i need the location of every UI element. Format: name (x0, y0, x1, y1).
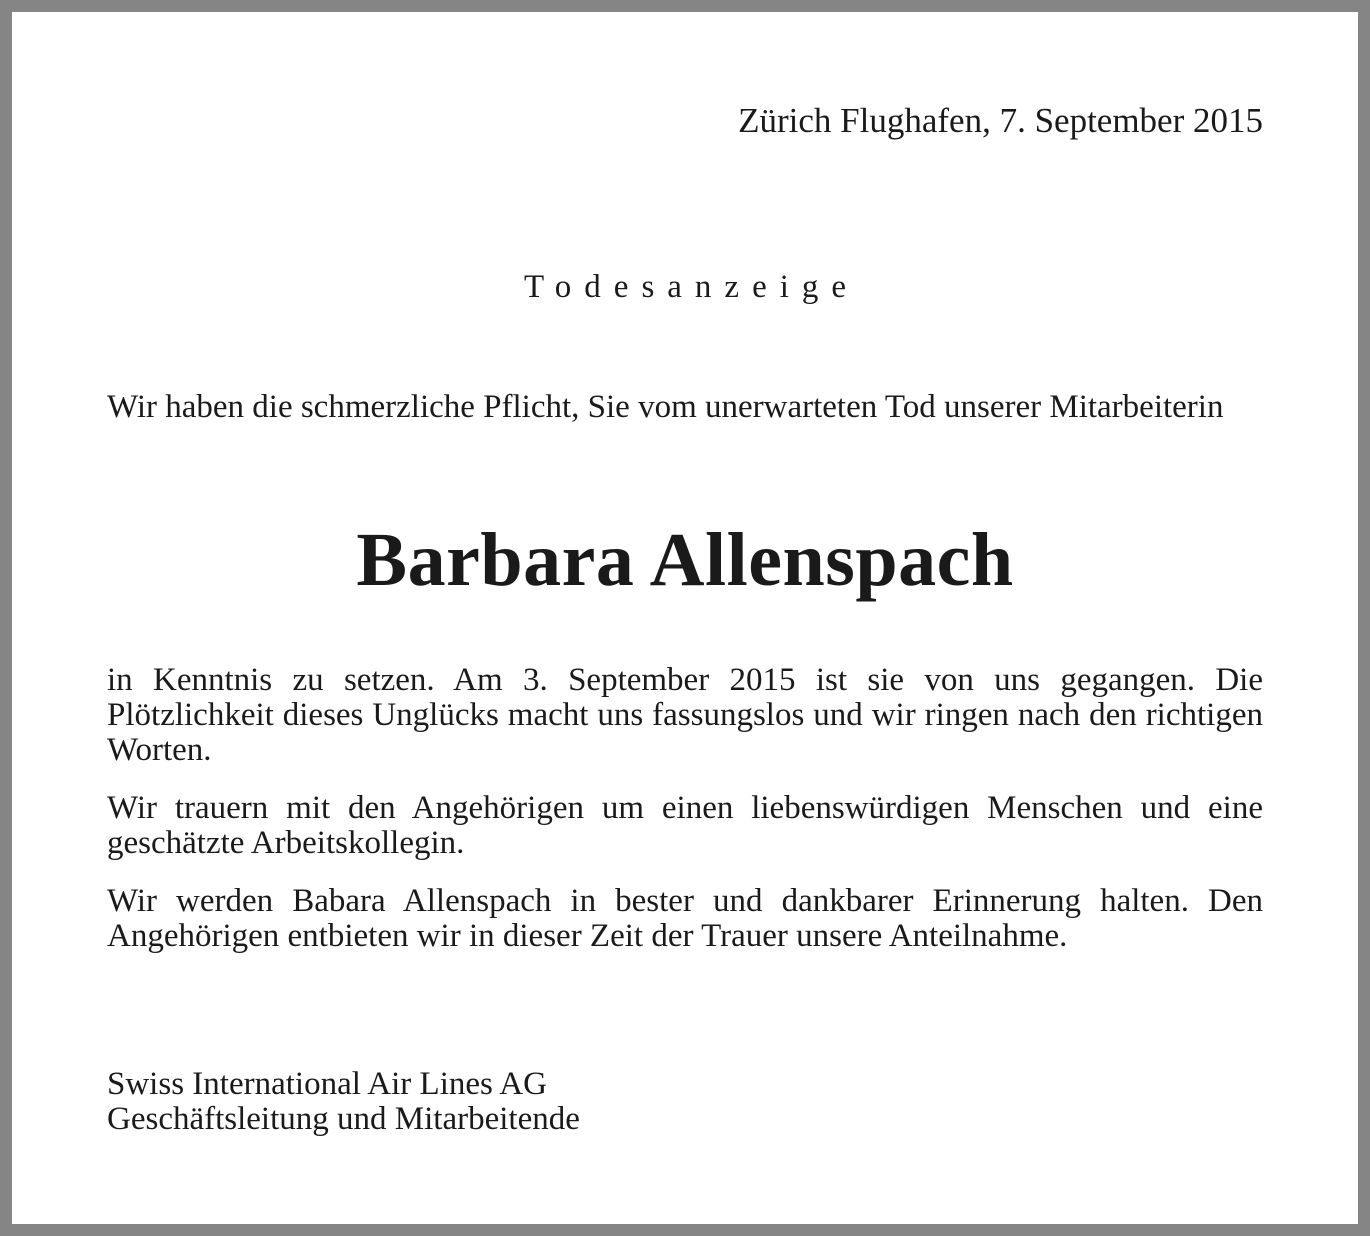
signature-company: Swiss International Air Lines AG (107, 1066, 547, 1102)
body-paragraph-1: in Kenntnis zu setzen. Am 3. September 2015 ist sie von uns gegangen. Die Plötzlichkeit dieses Unglücks macht uns fassungslos und wir ringen nach den richtigen Worten. (107, 662, 1263, 768)
notice-heading: Todesanzeige (523, 269, 860, 305)
place-date: Zürich Flughafen, 7. September 2015 (738, 101, 1263, 140)
intro-paragraph: Wir haben die schmerzliche Pflicht, Sie vom unerwarteten Tod unserer Mitarbeiterin (107, 389, 1224, 425)
deceased-name: Barbara Allenspach (356, 518, 1014, 602)
body-paragraph-3: Wir werden Babara Allenspach in bester und dankbarer Erinnerung halten. Den Angehörigen entbieten wir in dieser Zeit der Trauer unsere Anteilnahme. (107, 883, 1263, 954)
signature-group: Geschäftsleitung und Mitarbeitende (107, 1101, 580, 1137)
body-paragraph-2: Wir trauern mit den Angehörigen um einen liebenswürdigen Menschen und eine geschätzte Arbeitskollegin. (107, 790, 1263, 861)
